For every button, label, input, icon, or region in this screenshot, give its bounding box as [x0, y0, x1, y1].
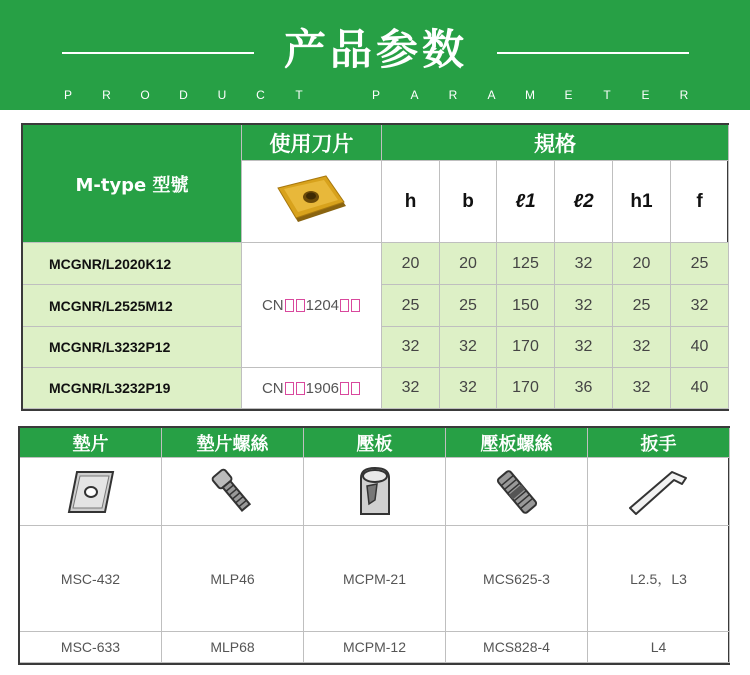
- spec-value: 20: [440, 243, 497, 285]
- spec-table: [21, 123, 729, 411]
- subtitle-letter: E: [641, 88, 650, 102]
- subtitle-letter: P: [371, 88, 380, 102]
- banner-subtitle: [62, 88, 690, 102]
- spec-value: 32: [440, 368, 497, 409]
- subtitle-letter: R: [448, 88, 458, 102]
- model-cell: MCGNR/L2020K12: [23, 243, 242, 285]
- insert-header: 使用刀片: [242, 125, 382, 161]
- spec-value: 32: [382, 368, 440, 409]
- subtitle-letter: R: [679, 88, 689, 102]
- spec-value: 170: [497, 368, 555, 409]
- spec-value: 32: [555, 243, 613, 285]
- spec-value: 32: [671, 285, 729, 327]
- insert-code-prefix: CN: [261, 296, 284, 314]
- spec-value: 125: [497, 243, 555, 285]
- subtitle-letter: U: [217, 88, 227, 102]
- clamp-icon: [353, 464, 397, 520]
- col-header-f: f: [671, 161, 729, 243]
- insert-code-cell: [242, 368, 382, 409]
- col-header-h: h: [382, 161, 440, 243]
- clamp-icon-cell: [304, 458, 446, 526]
- shim-screw-icon-cell: [162, 458, 304, 526]
- model-header: M-type 型號: [23, 125, 242, 243]
- spec-value: 20: [382, 243, 440, 285]
- part-code: MLP68: [162, 632, 304, 663]
- spec-value: 40: [671, 368, 729, 409]
- model-cell: MCGNR/L3232P19: [23, 368, 242, 409]
- subtitle-letter: T: [603, 88, 611, 102]
- col-header-h1: h1: [613, 161, 671, 243]
- insert-code-prefix: CN: [261, 379, 284, 397]
- page-title: 产品参数: [283, 25, 468, 74]
- part-code: L4: [588, 632, 730, 663]
- part-code: L2.5，L3: [588, 526, 730, 632]
- parts-header-shim: 墊片: [20, 428, 162, 458]
- insert-code-size: 1204: [305, 296, 340, 314]
- part-code: MCS625-3: [446, 526, 588, 632]
- subtitle-letter: R: [102, 88, 111, 102]
- part-code: MSC-633: [20, 632, 162, 663]
- col-header-b: b: [440, 161, 497, 243]
- spec-value: 32: [613, 327, 671, 368]
- subtitle-letter: D: [179, 88, 188, 102]
- part-code: MCS828-4: [446, 632, 588, 663]
- part-code: MSC-432: [20, 526, 162, 632]
- parts-table: [18, 426, 730, 665]
- part-code: MLP46: [162, 526, 304, 632]
- shim-icon-cell: [20, 458, 162, 526]
- col-header-l2: ℓ2: [555, 161, 613, 243]
- spec-value: 32: [382, 327, 440, 368]
- spec-value: 25: [671, 243, 729, 285]
- shim-screw-icon: [203, 464, 263, 520]
- spec-value: 25: [613, 285, 671, 327]
- part-code: MCPM-21: [304, 526, 446, 632]
- insert-icon: [272, 174, 352, 230]
- spec-value: 32: [555, 327, 613, 368]
- subtitle-letter: [332, 88, 344, 102]
- banner-right-rule: [497, 52, 689, 54]
- hex-wrench-icon: [624, 464, 694, 520]
- subtitle-letter: P: [63, 88, 72, 102]
- spec-value: 25: [382, 285, 440, 327]
- spec-value: 32: [613, 368, 671, 409]
- parts-header-shim-screw: 墊片螺絲: [162, 428, 304, 458]
- parts-header-clamp-screw: 壓板螺絲: [446, 428, 588, 458]
- model-cell: MCGNR/L3232P12: [23, 327, 242, 368]
- clamp-screw-icon-cell: [446, 458, 588, 526]
- spec-value: 20: [613, 243, 671, 285]
- clamp-screw-icon: [487, 464, 547, 520]
- subtitle-letter: E: [564, 88, 573, 102]
- part-code: MCPM-12: [304, 632, 446, 663]
- subtitle-letter: O: [140, 88, 150, 102]
- spec-header: 規格: [382, 125, 729, 161]
- subtitle-letter: M: [525, 88, 535, 102]
- subtitle-letter: A: [410, 88, 419, 102]
- spec-value: 36: [555, 368, 613, 409]
- header-banner: [0, 0, 750, 110]
- shim-icon: [65, 468, 117, 516]
- spec-value: 32: [440, 327, 497, 368]
- model-cell: MCGNR/L2525M12: [23, 285, 242, 327]
- col-header-l1: ℓ1: [497, 161, 555, 243]
- insert-image-cell: [242, 161, 382, 243]
- subtitle-letter: C: [256, 88, 265, 102]
- spec-value: 170: [497, 327, 555, 368]
- insert-code-size: 1906: [305, 379, 340, 397]
- spec-value: 40: [671, 327, 729, 368]
- spec-value: 32: [555, 285, 613, 327]
- subtitle-letter: A: [487, 88, 496, 102]
- spec-value: 150: [497, 285, 555, 327]
- parts-header-clamp: 壓板: [304, 428, 446, 458]
- parts-header-wrench: 扳手: [588, 428, 730, 458]
- banner-left-rule: [62, 52, 254, 54]
- insert-code-cell: [242, 243, 382, 368]
- hex-wrench-icon-cell: [588, 458, 730, 526]
- subtitle-letter: T: [295, 88, 303, 102]
- spec-value: 25: [440, 285, 497, 327]
